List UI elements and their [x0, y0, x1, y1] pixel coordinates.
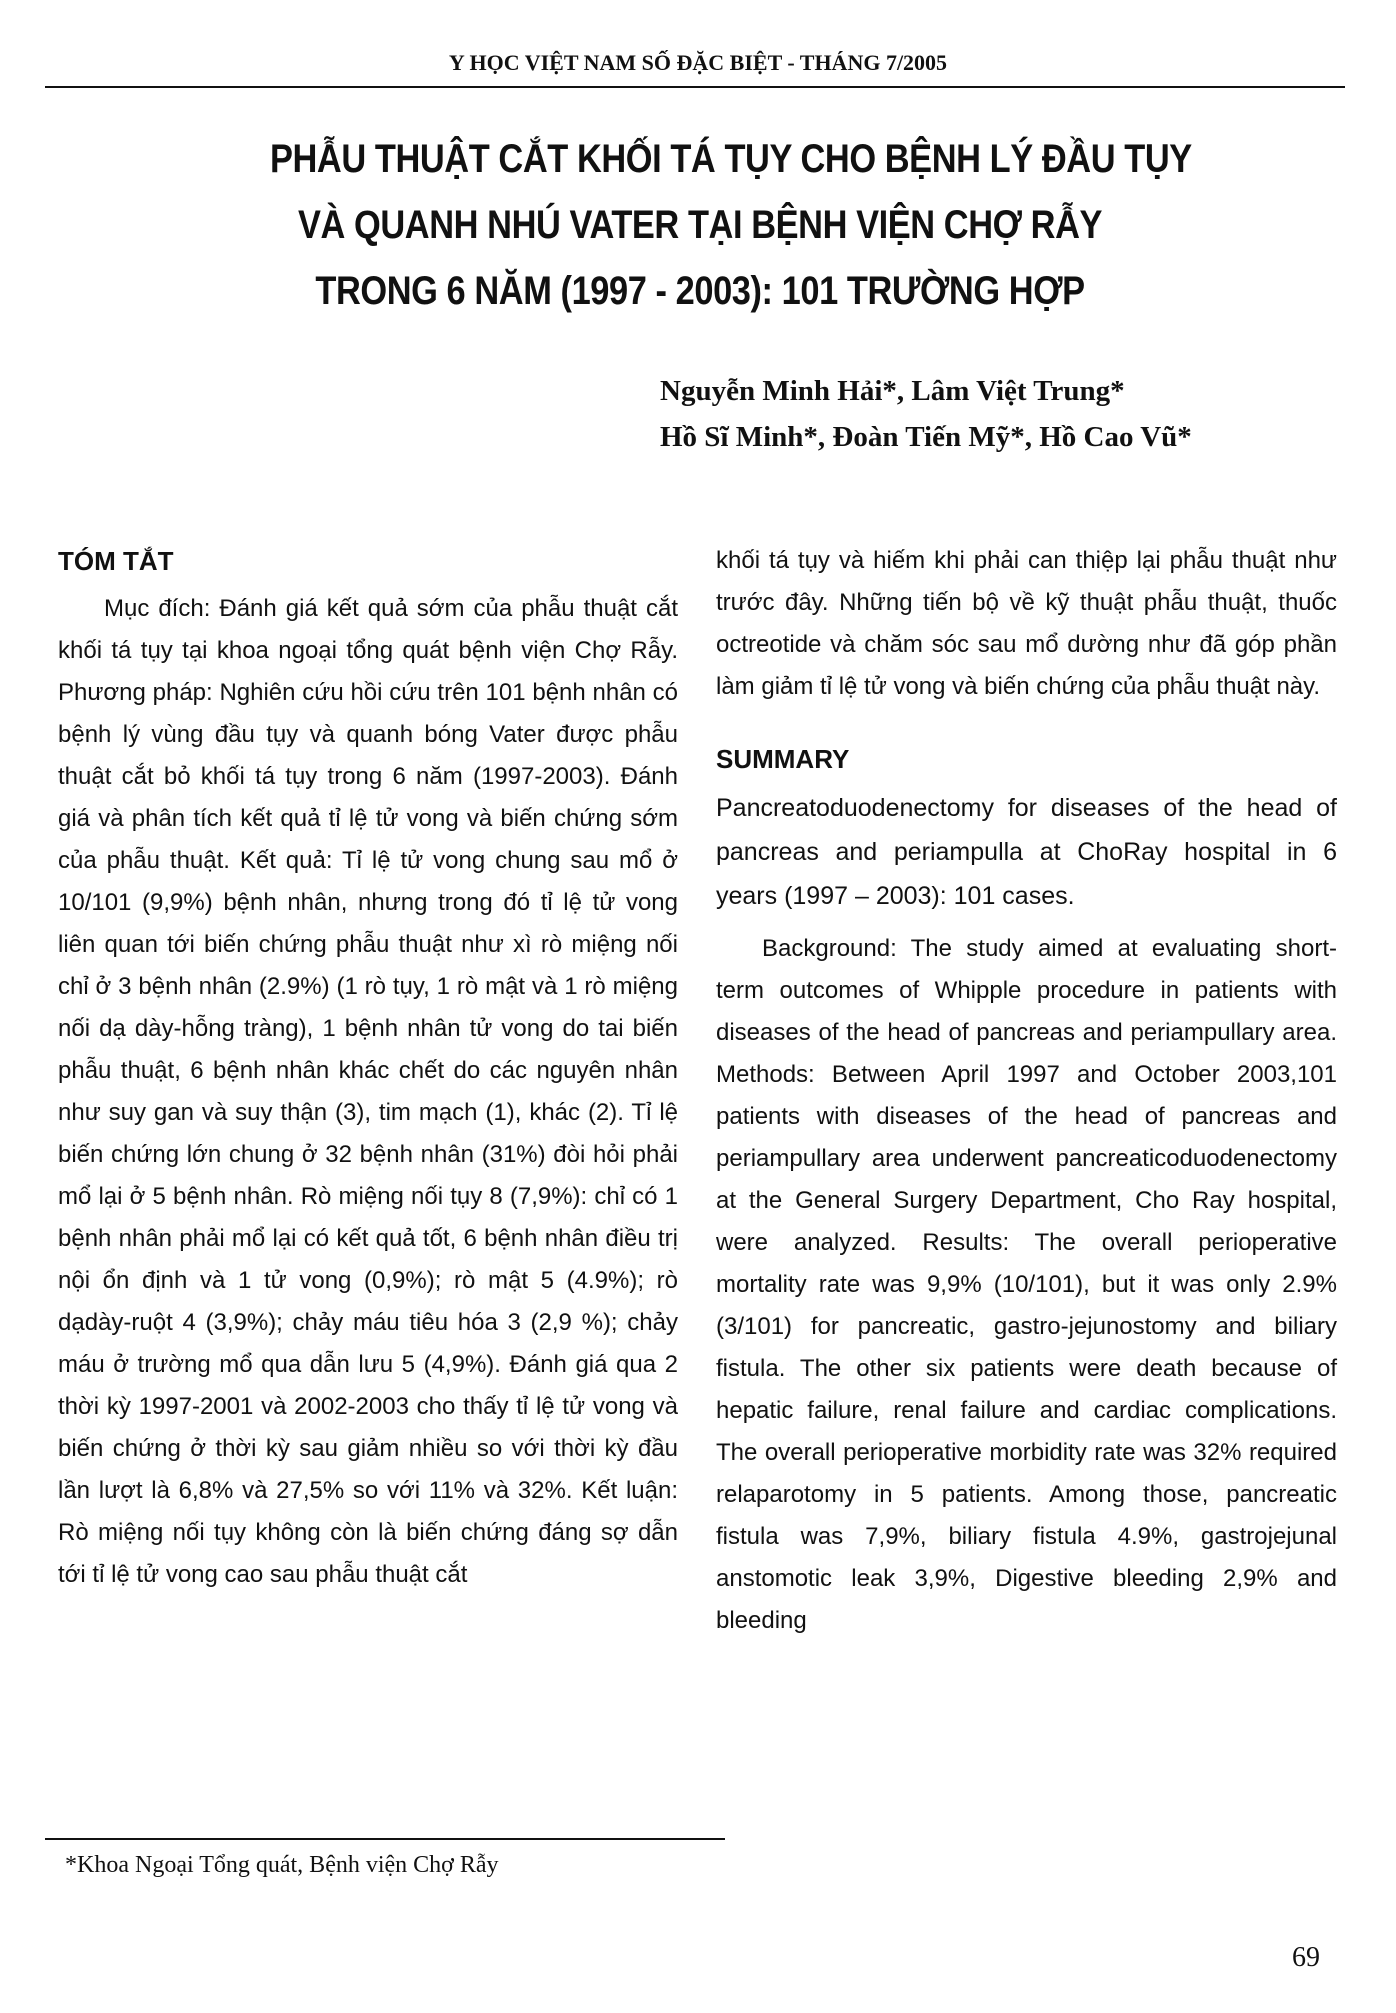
section-heading-tom-tat: TÓM TẮT — [58, 546, 174, 576]
abstract-paragraph: Mục đích: Đánh giá kết quả sớm của phẫu thuật cắt khối tá tụy tại khoa ngoại tổng quát bệnh viện Chợ Rẫy. Phương pháp: Nghiên cứu hồi cứu trên 101 bệnh nhân có bệnh lý vùng đầu tụy và quanh bóng Vater được phẫu thuật cắt bỏ khối tá tụy trong 6 năm (1997-2003). Đánh giá và phân tích kết quả tỉ lệ tử vong và biến chứng sớm của phẫu thuật. Kết quả: Tỉ lệ tử vong chung sau mổ ở 10/101 (9,9%) bệnh nhân, nhưng trong đó tỉ lệ tử vong liên quan tới biến chứng phẫu thuật như xì rò miệng nối chỉ ở 3 bệnh nhân (2.9%) (1 rò tụy, 1 rò mật và 1 rò miệng nối dạ dày-hỗng tràng), 1 bệnh nhân tử vong do tai biến phẫu thuật, 6 bệnh nhân khác chết do các nguyên nhân như suy gan và suy thận (3), tim mạch (1), khác (2). Tỉ lệ biến chứng lớn chung ở 32 bệnh nhân (31%) đòi hỏi phải mổ lại ở 5 bệnh nhân. Rò miệng nối tụy 8 (7,9%): chỉ có 1 bệnh nhân phải mổ lại có kết quả tốt, 6 bệnh nhân điều trị nội ổn định và 1 tử vong (0,9%); rò mật 5 (4.9%); rò dạdày-ruột 4 (3,9%); chảy máu tiêu hóa 3 (2,9 %); chảy máu ở trường mổ qua dẫn lưu 5 (4,9%). Đánh giá qua 2 thời kỳ 1997-2001 và 2002-2003 cho thấy tỉ lệ tử vong và biến chứng ở thời kỳ sau giảm nhiều so với thời kỳ đầu lần lượt là 6,8% và 27,5% so với 11% và 32%. Kết luận: Rò miệng nối tụy không còn là biến chứng đáng sợ dẫn tới tỉ lệ tử vong cao sau phẫu thuật cắt — [58, 595, 678, 1588]
header-rule — [45, 86, 1345, 88]
author-list — [660, 368, 1192, 460]
section-heading-summary: SUMMARY — [716, 744, 850, 774]
right-column — [716, 540, 1337, 1642]
title-line: PHẪU THUẬT CẮT KHỐI TÁ TỤY CHO BỆNH LÝ ĐẦU TỤY — [270, 137, 1192, 181]
summary-title: Pancreatoduodenectomy for diseases of the head of pancreas and periampulla at ChoRay hospital in 6 years (1997 – 2003): 101 cases. — [716, 794, 1337, 910]
running-head: Y HỌC VIỆT NAM SỐ ĐẶC BIỆT - THÁNG 7/2005 — [448, 50, 948, 75]
title-line: VÀ QUANH NHÚ VATER TẠI BỆNH VIỆN CHỢ RẪY — [297, 203, 1103, 247]
author-line: Hồ Sĩ Minh*, Đoàn Tiến Mỹ*, Hồ Cao Vũ* — [660, 421, 1192, 453]
abstract-continued-paragraph: khối tá tụy và hiếm khi phải can thiệp lại phẫu thuật như trước đây. Những tiến bộ về kỹ thuật phẫu thuật, thuốc octreotide và chăm sóc sau mổ dường như đã góp phần làm giảm tỉ lệ tử vong và biến chứng của phẫu thuật này. — [716, 547, 1337, 700]
title-line: TRONG 6 NĂM (1997 - 2003): 101 TRƯỜNG HỢP — [315, 269, 1085, 313]
article-title — [270, 126, 1192, 324]
page-number: 69 — [1292, 1942, 1320, 1973]
author-line: Nguyễn Minh Hải*, Lâm Việt Trung* — [660, 375, 1125, 407]
footnote-rule — [45, 1838, 725, 1840]
left-column — [58, 540, 678, 1596]
summary-paragraph: Background: The study aimed at evaluating short-term outcomes of Whipple procedure in patients with diseases of the head of pancreas and periampullary area. Methods: Between April 1997 and October 2003,101 patients with diseases of the head of pancreas and periampullary area underwent pancreaticoduodenectomy at the General Surgery Department, Cho Ray hospital, were analyzed. Results: The overall perioperative mortality rate was 9,9% (10/101), but it was only 2.9% (3/101) for pancreatic, gastro-jejunostomy and biliary fistula. The other six patients were death because of hepatic failure, renal failure and cardiac complications. The overall perioperative morbidity rate was 32% required relaparotomy in 5 patients. Among those, pancreatic fistula was 7,9%, biliary fistula 4.9%, gastrojejunal anstomotic leak 3,9%, Digestive bleeding 2,9% and bleeding — [716, 935, 1337, 1634]
affiliation-footnote: *Khoa Ngoại Tổng quát, Bệnh viện Chợ Rẫy — [65, 1852, 499, 1878]
